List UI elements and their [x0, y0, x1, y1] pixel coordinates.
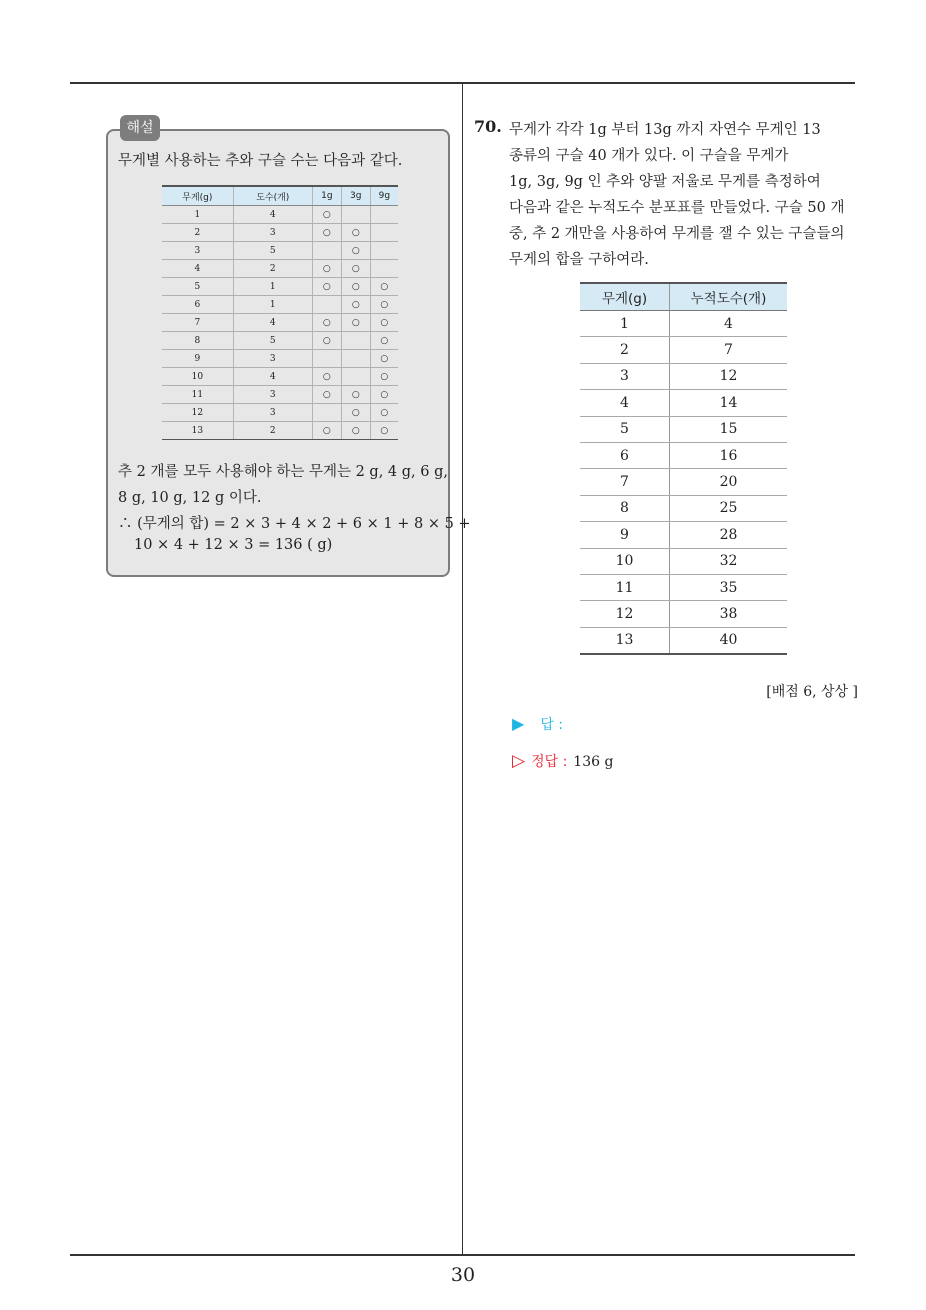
- table-cell: [341, 350, 370, 368]
- table-cell: 9: [162, 350, 233, 368]
- problem-text-line: 중, 추 2 개만을 사용하여 무게를 잴 수 있는 구슬들의: [509, 226, 845, 242]
- solution-table-row: [162, 260, 398, 278]
- frequency-table-row: [580, 311, 787, 337]
- table-cell: ○: [370, 296, 398, 314]
- header-cell: 3g: [341, 186, 370, 206]
- header-cell: 무게(g): [580, 283, 670, 311]
- column-divider: [462, 84, 463, 1256]
- table-cell: [370, 206, 398, 224]
- table-cell: 20: [670, 469, 788, 495]
- page-number: 30: [450, 1264, 476, 1286]
- solution-table-row: [162, 314, 398, 332]
- solution-tag: 해설: [120, 115, 160, 141]
- table-cell: 1: [580, 311, 670, 337]
- table-cell: ○: [341, 296, 370, 314]
- table-cell: ○: [341, 224, 370, 242]
- solution-table-row: [162, 296, 398, 314]
- frequency-table-row: [580, 495, 787, 521]
- table-cell: ○: [370, 386, 398, 404]
- table-cell: 7: [580, 469, 670, 495]
- table-cell: [312, 296, 341, 314]
- table-cell: 11: [162, 386, 233, 404]
- bottom-rule: [70, 1254, 855, 1256]
- table-cell: 28: [670, 522, 788, 548]
- table-cell: 4: [233, 314, 312, 332]
- solution-table-row: [162, 404, 398, 422]
- header-cell: 무게(g): [162, 186, 233, 206]
- table-cell: 7: [162, 314, 233, 332]
- frequency-table-row: [580, 390, 787, 416]
- table-cell: ○: [312, 422, 341, 440]
- table-cell: ○: [312, 224, 341, 242]
- solution-table-header: [162, 186, 398, 206]
- solution-table-row: [162, 278, 398, 296]
- table-cell: 3: [233, 224, 312, 242]
- table-cell: [312, 350, 341, 368]
- play-triangle-icon: ▶: [512, 714, 525, 733]
- table-cell: 14: [670, 390, 788, 416]
- solution-table-row: [162, 206, 398, 224]
- table-cell: ○: [341, 278, 370, 296]
- table-cell: 5: [162, 278, 233, 296]
- frequency-table-row: [580, 601, 787, 627]
- outline-triangle-icon: ▷: [512, 751, 526, 771]
- frequency-table-row: [580, 469, 787, 495]
- table-cell: 2: [162, 224, 233, 242]
- problem-text-line: 무게의 합을 구하여라.: [509, 252, 649, 268]
- table-cell: 4: [670, 311, 788, 337]
- table-cell: 11: [580, 574, 670, 600]
- solution-intro: 무게별 사용하는 추와 구슬 수는 다음과 같다.: [118, 153, 403, 169]
- table-cell: ○: [370, 314, 398, 332]
- table-cell: 38: [670, 601, 788, 627]
- table-cell: 5: [233, 332, 312, 350]
- correct-answer-line: [512, 751, 613, 771]
- table-cell: 15: [670, 416, 788, 442]
- problem-text-line: 1g, 3g, 9g 인 추와 양팔 저울로 무게를 측정하여: [509, 174, 821, 190]
- table-cell: ○: [341, 242, 370, 260]
- table-cell: 10: [162, 368, 233, 386]
- solution-line-3: ∴ (무게의 합) = 2 × 3 + 4 × 2 + 6 × 1 + 8 × 5 +: [118, 516, 471, 532]
- table-cell: ○: [341, 260, 370, 278]
- correct-label: 정답 :: [531, 754, 568, 770]
- answer-line: [512, 714, 563, 734]
- table-cell: [312, 404, 341, 422]
- table-cell: 8: [580, 495, 670, 521]
- table-cell: 4: [233, 206, 312, 224]
- table-cell: ○: [370, 278, 398, 296]
- solution-table-row: [162, 224, 398, 242]
- table-cell: 1: [233, 278, 312, 296]
- table-cell: 32: [670, 548, 788, 574]
- table-cell: ○: [341, 314, 370, 332]
- table-cell: 3: [233, 386, 312, 404]
- frequency-table-row: [580, 337, 787, 363]
- header-cell: 도수(개): [233, 186, 312, 206]
- header-cell: 9g: [370, 186, 398, 206]
- header-cell: 1g: [312, 186, 341, 206]
- table-cell: 2: [233, 422, 312, 440]
- table-cell: 13: [580, 627, 670, 654]
- table-cell: 10: [580, 548, 670, 574]
- problem-number: 70.: [474, 117, 502, 136]
- frequency-table-row: [580, 363, 787, 389]
- table-cell: 1: [162, 206, 233, 224]
- table-cell: ○: [370, 332, 398, 350]
- frequency-table-row: [580, 442, 787, 468]
- solution-line-4: 10 × 4 + 12 × 3 = 136 ( g): [134, 537, 333, 553]
- table-cell: 35: [670, 574, 788, 600]
- solution-table-row: [162, 350, 398, 368]
- table-cell: 25: [670, 495, 788, 521]
- problem-text-line: 무게가 각각 1g 부터 13g 까지 자연수 무게인 13: [509, 122, 821, 138]
- solution-table: [162, 185, 398, 440]
- frequency-table-row: [580, 548, 787, 574]
- frequency-table-row: [580, 416, 787, 442]
- frequency-table-header: [580, 283, 787, 311]
- table-cell: 13: [162, 422, 233, 440]
- table-cell: ○: [312, 206, 341, 224]
- table-cell: 9: [580, 522, 670, 548]
- table-cell: 40: [670, 627, 788, 654]
- table-cell: ○: [341, 404, 370, 422]
- table-cell: 3: [233, 404, 312, 422]
- table-cell: [370, 260, 398, 278]
- solution-table-row: [162, 332, 398, 350]
- table-cell: 8: [162, 332, 233, 350]
- table-cell: ○: [341, 422, 370, 440]
- table-cell: 5: [580, 416, 670, 442]
- table-cell: 3: [580, 363, 670, 389]
- correct-value: 136 g: [573, 754, 614, 770]
- table-cell: 3: [162, 242, 233, 260]
- table-cell: 12: [580, 601, 670, 627]
- table-cell: ○: [370, 368, 398, 386]
- table-cell: 4: [580, 390, 670, 416]
- frequency-table-row: [580, 627, 787, 654]
- table-cell: ○: [312, 260, 341, 278]
- table-cell: 4: [162, 260, 233, 278]
- table-cell: ○: [312, 332, 341, 350]
- table-cell: ○: [312, 278, 341, 296]
- table-cell: 5: [233, 242, 312, 260]
- table-cell: [370, 224, 398, 242]
- table-cell: 12: [670, 363, 788, 389]
- frequency-table-row: [580, 574, 787, 600]
- solution-table-row: [162, 242, 398, 260]
- table-cell: 6: [162, 296, 233, 314]
- table-cell: 4: [233, 368, 312, 386]
- score-info: [배점 6, 상상 ]: [766, 684, 858, 700]
- table-cell: 16: [670, 442, 788, 468]
- table-cell: ○: [341, 386, 370, 404]
- problem-text-line: 다음과 같은 누적도수 분포표를 만들었다. 구슬 50 개: [509, 200, 845, 216]
- table-cell: 3: [233, 350, 312, 368]
- table-cell: ○: [370, 350, 398, 368]
- solution-line-1: 추 2 개를 모두 사용해야 하는 무게는 2 g, 4 g, 6 g,: [118, 464, 448, 480]
- table-cell: 2: [233, 260, 312, 278]
- table-cell: 12: [162, 404, 233, 422]
- table-cell: [341, 368, 370, 386]
- solution-line-2: 8 g, 10 g, 12 g 이다.: [118, 490, 262, 506]
- header-cell: 누적도수(개): [670, 283, 788, 311]
- table-cell: [312, 242, 341, 260]
- table-cell: 1: [233, 296, 312, 314]
- answer-label: 답 :: [540, 717, 564, 733]
- solution-table-row: [162, 422, 398, 440]
- frequency-table-row: [580, 522, 787, 548]
- table-cell: [341, 332, 370, 350]
- table-cell: 2: [580, 337, 670, 363]
- table-cell: [370, 242, 398, 260]
- table-cell: 7: [670, 337, 788, 363]
- table-cell: ○: [370, 422, 398, 440]
- table-cell: [341, 206, 370, 224]
- table-cell: ○: [312, 386, 341, 404]
- table-cell: ○: [370, 404, 398, 422]
- table-cell: ○: [312, 368, 341, 386]
- table-cell: 6: [580, 442, 670, 468]
- problem-text-line: 종류의 구슬 40 개가 있다. 이 구슬을 무게가: [509, 148, 789, 164]
- solution-table-row: [162, 386, 398, 404]
- table-cell: ○: [312, 314, 341, 332]
- solution-table-row: [162, 368, 398, 386]
- cumulative-frequency-table: [580, 282, 787, 655]
